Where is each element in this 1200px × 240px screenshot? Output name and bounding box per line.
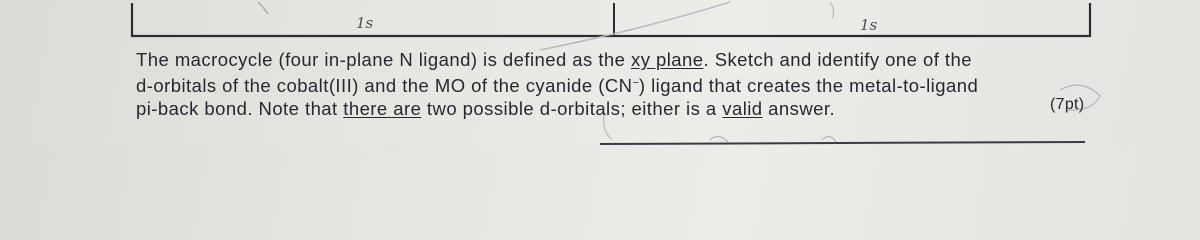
question-line-2 bbox=[136, 72, 1136, 98]
question-line-2-end: ) ligand that creates the metal-to-ligand bbox=[638, 74, 979, 96]
pen-stroke-loop bbox=[710, 136, 728, 142]
question-line-2-start: d-orbitals of the cobalt(III) and the MO of the cyanide (CN bbox=[136, 74, 633, 96]
xy-plane-underlined: xy plane bbox=[631, 49, 704, 70]
handwritten-mark-right: 1s bbox=[860, 16, 878, 34]
question-line-3-middle: two possible d-orbitals; either is a bbox=[421, 98, 723, 119]
question-line-1-end: . Sketch and identify one of the bbox=[703, 49, 972, 70]
pen-stroke-hook bbox=[822, 136, 836, 142]
question-line-3-end: answer. bbox=[762, 98, 836, 119]
points-value: (7pt) bbox=[1050, 96, 1085, 113]
question-text bbox=[136, 48, 1136, 121]
answer-box-top-border bbox=[132, 3, 1090, 36]
question-line-1-start: The macrocycle (four in-plane N ligand) is defined as the bbox=[136, 49, 631, 70]
handwritten-mark-left: 1s bbox=[356, 14, 374, 32]
pen-stroke-left bbox=[258, 2, 268, 14]
question-line-3 bbox=[136, 97, 1136, 121]
question-line-3-start: pi-back bond. Note that bbox=[136, 98, 344, 119]
are-underlined: are bbox=[387, 98, 422, 119]
pen-stroke-arrow bbox=[540, 2, 730, 50]
answer-box-bottom-border bbox=[600, 142, 1085, 144]
question-line-1 bbox=[136, 48, 1136, 72]
valid-underlined: valid bbox=[722, 98, 763, 119]
cyanide-charge-superscript: − bbox=[632, 76, 639, 89]
there-underlined: there bbox=[343, 98, 388, 119]
pen-stroke-top-right bbox=[830, 2, 834, 18]
